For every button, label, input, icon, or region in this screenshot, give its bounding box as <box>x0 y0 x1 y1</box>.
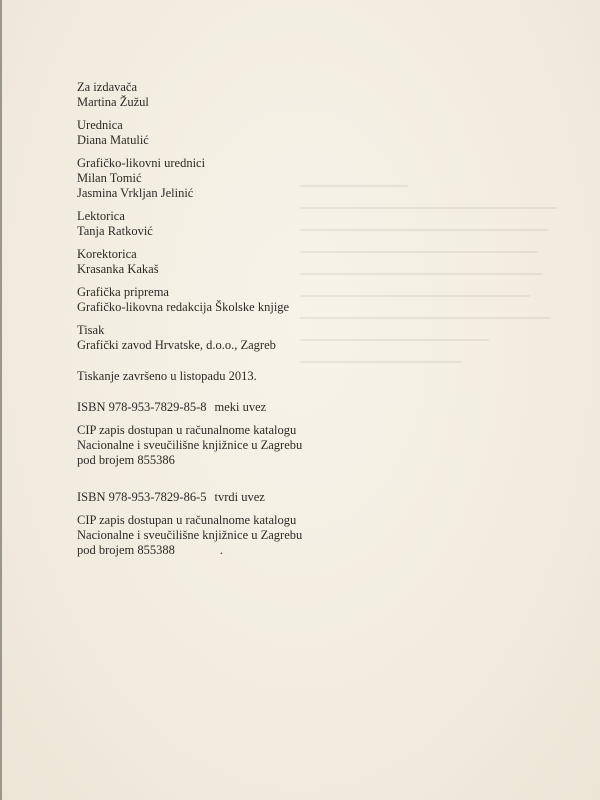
credit-name: Jasmina Vrkljan Jelinić <box>77 186 194 200</box>
cip-record-hardcover <box>77 513 497 558</box>
edition-hardcover <box>77 490 497 505</box>
credit-prepress <box>77 285 497 315</box>
credit-role: Grafičko-likovni urednici <box>77 156 206 170</box>
credit-role: Za izdavača <box>77 80 138 94</box>
trailing-mark: . <box>219 543 224 557</box>
edition-softcover <box>77 400 497 415</box>
cip-line: CIP zapis dostupan u računalnome katalogu <box>77 513 297 527</box>
credit-name: Grafičko-likovna redakcija Školske knjige <box>77 300 290 314</box>
cip-line: CIP zapis dostupan u računalnome katalogu <box>77 423 297 437</box>
isbn-number: ISBN 978-953-7829-85-8 <box>77 400 207 414</box>
cip-line: pod brojem 855386 <box>77 453 175 467</box>
credit-role: Grafička priprema <box>77 285 169 299</box>
cip-number: pod brojem 855388 <box>77 543 175 557</box>
cip-line: Nacionalne i sveučilišne knjižnice u Zagrebu <box>77 438 303 452</box>
credit-name: Grafički zavod Hrvatske, d.o.o., Zagreb <box>77 338 276 352</box>
imprint-content <box>77 80 497 558</box>
cip-record-softcover <box>77 423 497 468</box>
credit-role: Tisak <box>77 323 105 337</box>
cip-line <box>77 543 497 558</box>
credit-name: Diana Matulić <box>77 133 149 147</box>
cip-line: Nacionalne i sveučilišne knjižnice u Zagrebu <box>77 528 303 542</box>
binding-type: tvrdi uvez <box>214 490 265 504</box>
credit-editor <box>77 118 497 148</box>
credit-name: Krasanka Kakaš <box>77 262 159 276</box>
credit-name: Tanja Ratković <box>77 224 153 238</box>
credit-printer <box>77 323 497 353</box>
credit-graphic-editors <box>77 156 497 201</box>
isbn-number: ISBN 978-953-7829-86-5 <box>77 490 207 504</box>
printing-note-text: Tiskanje završeno u listopadu 2013. <box>77 369 257 383</box>
page-edge <box>0 0 2 800</box>
credit-corrector <box>77 247 497 277</box>
credit-role: Urednica <box>77 118 123 132</box>
credit-name: Milan Tomić <box>77 171 142 185</box>
isbn-row <box>77 490 497 505</box>
credit-publisher <box>77 80 497 110</box>
isbn-row <box>77 400 497 415</box>
printing-note <box>77 369 497 384</box>
credit-role: Korektorica <box>77 247 137 261</box>
credit-name: Martina Žužul <box>77 95 149 109</box>
credit-role: Lektorica <box>77 209 125 223</box>
credit-proofreader <box>77 209 497 239</box>
binding-type: meki uvez <box>214 400 267 414</box>
